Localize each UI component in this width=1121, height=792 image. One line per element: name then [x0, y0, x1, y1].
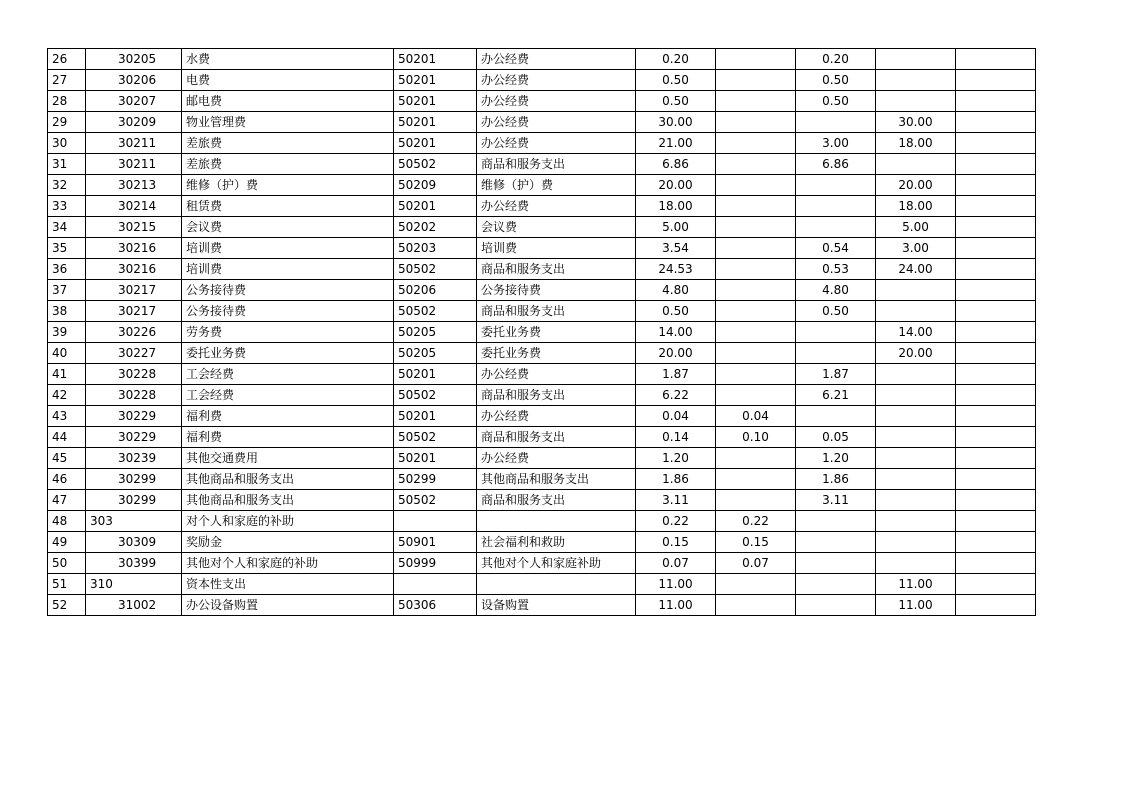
- gov-name-cell: 办公经费: [477, 196, 636, 217]
- table-row: [48, 469, 1036, 490]
- gov-name-cell: 其他商品和服务支出: [477, 469, 636, 490]
- total-cell: 4.80: [636, 280, 716, 301]
- personnel-cell: [716, 70, 796, 91]
- other-cell: [956, 49, 1036, 70]
- economic-code-cell: 303: [86, 511, 182, 532]
- other-cell: [956, 406, 1036, 427]
- economic-code-cell: 30229: [86, 427, 182, 448]
- table-row: [48, 259, 1036, 280]
- table-row: [48, 511, 1036, 532]
- gov-name-cell: 商品和服务支出: [477, 490, 636, 511]
- row-index-cell: 45: [48, 448, 86, 469]
- table-row: [48, 280, 1036, 301]
- row-index-cell: 27: [48, 70, 86, 91]
- public-funds-cell: [796, 217, 876, 238]
- other-cell: [956, 553, 1036, 574]
- other-cell: [956, 133, 1036, 154]
- public-funds-cell: [796, 532, 876, 553]
- public-funds-cell: 6.86: [796, 154, 876, 175]
- project-cell: [876, 532, 956, 553]
- economic-code-cell: 30228: [86, 364, 182, 385]
- public-funds-cell: 0.54: [796, 238, 876, 259]
- gov-code-cell: 50201: [394, 70, 477, 91]
- economic-code-cell: 30226: [86, 322, 182, 343]
- row-index-cell: 52: [48, 595, 86, 616]
- table-row: [48, 112, 1036, 133]
- row-index-cell: 40: [48, 343, 86, 364]
- economic-name-cell: 福利费: [182, 427, 394, 448]
- table-row: [48, 532, 1036, 553]
- total-cell: 11.00: [636, 595, 716, 616]
- economic-name-cell: 劳务费: [182, 322, 394, 343]
- table-row: [48, 343, 1036, 364]
- economic-code-cell: 30211: [86, 154, 182, 175]
- public-funds-cell: 6.21: [796, 385, 876, 406]
- row-index-cell: 31: [48, 154, 86, 175]
- project-cell: 18.00: [876, 196, 956, 217]
- gov-name-cell: 办公经费: [477, 133, 636, 154]
- table-body: [48, 49, 1036, 616]
- personnel-cell: [716, 217, 796, 238]
- personnel-cell: [716, 364, 796, 385]
- project-cell: 3.00: [876, 238, 956, 259]
- public-funds-cell: [796, 112, 876, 133]
- other-cell: [956, 385, 1036, 406]
- public-funds-cell: 1.87: [796, 364, 876, 385]
- economic-code-cell: 30239: [86, 448, 182, 469]
- personnel-cell: [716, 469, 796, 490]
- table-row: [48, 133, 1036, 154]
- other-cell: [956, 322, 1036, 343]
- personnel-cell: [716, 154, 796, 175]
- economic-name-cell: 邮电费: [182, 91, 394, 112]
- economic-code-cell: 30209: [86, 112, 182, 133]
- total-cell: 0.07: [636, 553, 716, 574]
- gov-code-cell: 50206: [394, 280, 477, 301]
- economic-code-cell: 30206: [86, 70, 182, 91]
- gov-name-cell: 办公经费: [477, 70, 636, 91]
- total-cell: 0.22: [636, 511, 716, 532]
- personnel-cell: 0.22: [716, 511, 796, 532]
- other-cell: [956, 112, 1036, 133]
- project-cell: [876, 448, 956, 469]
- public-funds-cell: 0.50: [796, 70, 876, 91]
- total-cell: 0.04: [636, 406, 716, 427]
- other-cell: [956, 154, 1036, 175]
- gov-name-cell: 会议费: [477, 217, 636, 238]
- economic-name-cell: 其他商品和服务支出: [182, 469, 394, 490]
- row-index-cell: 38: [48, 301, 86, 322]
- total-cell: 3.11: [636, 490, 716, 511]
- economic-name-cell: 资本性支出: [182, 574, 394, 595]
- gov-code-cell: 50999: [394, 553, 477, 574]
- row-index-cell: 35: [48, 238, 86, 259]
- total-cell: 0.50: [636, 70, 716, 91]
- economic-name-cell: 工会经费: [182, 364, 394, 385]
- public-funds-cell: 0.50: [796, 91, 876, 112]
- row-index-cell: 28: [48, 91, 86, 112]
- total-cell: 0.15: [636, 532, 716, 553]
- gov-name-cell: 委托业务费: [477, 322, 636, 343]
- personnel-cell: [716, 133, 796, 154]
- gov-code-cell: 50205: [394, 322, 477, 343]
- other-cell: [956, 427, 1036, 448]
- gov-code-cell: 50502: [394, 154, 477, 175]
- gov-code-cell: 50201: [394, 91, 477, 112]
- project-cell: [876, 385, 956, 406]
- table-row: [48, 595, 1036, 616]
- personnel-cell: [716, 238, 796, 259]
- project-cell: 18.00: [876, 133, 956, 154]
- gov-code-cell: 50201: [394, 112, 477, 133]
- gov-code-cell: 50901: [394, 532, 477, 553]
- project-cell: 20.00: [876, 343, 956, 364]
- project-cell: 11.00: [876, 574, 956, 595]
- table-row: [48, 490, 1036, 511]
- economic-name-cell: 物业管理费: [182, 112, 394, 133]
- total-cell: 1.20: [636, 448, 716, 469]
- total-cell: 21.00: [636, 133, 716, 154]
- public-funds-cell: [796, 595, 876, 616]
- personnel-cell: [716, 322, 796, 343]
- economic-name-cell: 租赁费: [182, 196, 394, 217]
- personnel-cell: [716, 112, 796, 133]
- table-row: [48, 175, 1036, 196]
- total-cell: 30.00: [636, 112, 716, 133]
- economic-code-cell: 30211: [86, 133, 182, 154]
- other-cell: [956, 91, 1036, 112]
- gov-code-cell: 50201: [394, 49, 477, 70]
- project-cell: [876, 301, 956, 322]
- row-index-cell: 49: [48, 532, 86, 553]
- personnel-cell: 0.04: [716, 406, 796, 427]
- economic-name-cell: 培训费: [182, 238, 394, 259]
- row-index-cell: 37: [48, 280, 86, 301]
- other-cell: [956, 574, 1036, 595]
- economic-name-cell: 委托业务费: [182, 343, 394, 364]
- personnel-cell: [716, 196, 796, 217]
- budget-table: [47, 48, 1036, 616]
- table-row: [48, 196, 1036, 217]
- economic-name-cell: 公务接待费: [182, 301, 394, 322]
- total-cell: 14.00: [636, 322, 716, 343]
- other-cell: [956, 343, 1036, 364]
- gov-name-cell: 设备购置: [477, 595, 636, 616]
- gov-code-cell: [394, 511, 477, 532]
- economic-name-cell: 水费: [182, 49, 394, 70]
- other-cell: [956, 238, 1036, 259]
- gov-name-cell: 商品和服务支出: [477, 301, 636, 322]
- economic-name-cell: 奖励金: [182, 532, 394, 553]
- project-cell: [876, 511, 956, 532]
- project-cell: 11.00: [876, 595, 956, 616]
- project-cell: 20.00: [876, 175, 956, 196]
- economic-code-cell: 310: [86, 574, 182, 595]
- table-row: [48, 385, 1036, 406]
- economic-code-cell: 30215: [86, 217, 182, 238]
- economic-name-cell: 公务接待费: [182, 280, 394, 301]
- gov-code-cell: 50201: [394, 364, 477, 385]
- personnel-cell: [716, 490, 796, 511]
- row-index-cell: 47: [48, 490, 86, 511]
- personnel-cell: [716, 49, 796, 70]
- row-index-cell: 41: [48, 364, 86, 385]
- economic-code-cell: 30399: [86, 553, 182, 574]
- table-row: [48, 301, 1036, 322]
- row-index-cell: 29: [48, 112, 86, 133]
- project-cell: 14.00: [876, 322, 956, 343]
- total-cell: 6.22: [636, 385, 716, 406]
- personnel-cell: [716, 259, 796, 280]
- other-cell: [956, 196, 1036, 217]
- table-row: [48, 70, 1036, 91]
- table-row: [48, 91, 1036, 112]
- other-cell: [956, 280, 1036, 301]
- total-cell: 6.86: [636, 154, 716, 175]
- personnel-cell: [716, 595, 796, 616]
- economic-name-cell: 电费: [182, 70, 394, 91]
- public-funds-cell: 1.86: [796, 469, 876, 490]
- gov-name-cell: [477, 511, 636, 532]
- row-index-cell: 42: [48, 385, 86, 406]
- personnel-cell: [716, 343, 796, 364]
- gov-name-cell: 其他对个人和家庭补助: [477, 553, 636, 574]
- project-cell: [876, 154, 956, 175]
- table-row: [48, 154, 1036, 175]
- row-index-cell: 30: [48, 133, 86, 154]
- gov-code-cell: [394, 574, 477, 595]
- public-funds-cell: 3.00: [796, 133, 876, 154]
- row-index-cell: 43: [48, 406, 86, 427]
- gov-code-cell: 50201: [394, 133, 477, 154]
- economic-name-cell: 其他对个人和家庭的补助: [182, 553, 394, 574]
- public-funds-cell: 0.53: [796, 259, 876, 280]
- economic-code-cell: 30205: [86, 49, 182, 70]
- total-cell: 20.00: [636, 175, 716, 196]
- personnel-cell: [716, 175, 796, 196]
- other-cell: [956, 469, 1036, 490]
- project-cell: [876, 364, 956, 385]
- total-cell: 3.54: [636, 238, 716, 259]
- gov-code-cell: 50502: [394, 301, 477, 322]
- economic-code-cell: 30216: [86, 259, 182, 280]
- public-funds-cell: [796, 406, 876, 427]
- economic-name-cell: 福利费: [182, 406, 394, 427]
- table-row: [48, 322, 1036, 343]
- personnel-cell: 0.15: [716, 532, 796, 553]
- row-index-cell: 26: [48, 49, 86, 70]
- other-cell: [956, 364, 1036, 385]
- project-cell: [876, 406, 956, 427]
- row-index-cell: 46: [48, 469, 86, 490]
- gov-name-cell: 维修（护）费: [477, 175, 636, 196]
- public-funds-cell: [796, 553, 876, 574]
- economic-name-cell: 维修（护）费: [182, 175, 394, 196]
- table-row: [48, 553, 1036, 574]
- table-row: [48, 448, 1036, 469]
- total-cell: 1.86: [636, 469, 716, 490]
- personnel-cell: [716, 574, 796, 595]
- economic-code-cell: 30207: [86, 91, 182, 112]
- total-cell: 11.00: [636, 574, 716, 595]
- row-index-cell: 33: [48, 196, 86, 217]
- project-cell: [876, 49, 956, 70]
- economic-code-cell: 30228: [86, 385, 182, 406]
- project-cell: [876, 70, 956, 91]
- economic-name-cell: 差旅费: [182, 133, 394, 154]
- other-cell: [956, 595, 1036, 616]
- public-funds-cell: [796, 343, 876, 364]
- public-funds-cell: 4.80: [796, 280, 876, 301]
- public-funds-cell: [796, 175, 876, 196]
- economic-code-cell: 30216: [86, 238, 182, 259]
- other-cell: [956, 511, 1036, 532]
- gov-code-cell: 50202: [394, 217, 477, 238]
- other-cell: [956, 301, 1036, 322]
- other-cell: [956, 259, 1036, 280]
- gov-name-cell: 社会福利和救助: [477, 532, 636, 553]
- row-index-cell: 51: [48, 574, 86, 595]
- economic-name-cell: 对个人和家庭的补助: [182, 511, 394, 532]
- public-funds-cell: 3.11: [796, 490, 876, 511]
- economic-code-cell: 30217: [86, 301, 182, 322]
- project-cell: 5.00: [876, 217, 956, 238]
- total-cell: 0.14: [636, 427, 716, 448]
- other-cell: [956, 490, 1036, 511]
- gov-code-cell: 50502: [394, 427, 477, 448]
- table-row: [48, 406, 1036, 427]
- gov-name-cell: 商品和服务支出: [477, 154, 636, 175]
- project-cell: 30.00: [876, 112, 956, 133]
- economic-name-cell: 会议费: [182, 217, 394, 238]
- public-funds-cell: [796, 322, 876, 343]
- row-index-cell: 48: [48, 511, 86, 532]
- personnel-cell: [716, 448, 796, 469]
- total-cell: 5.00: [636, 217, 716, 238]
- personnel-cell: 0.10: [716, 427, 796, 448]
- economic-name-cell: 办公设备购置: [182, 595, 394, 616]
- total-cell: 20.00: [636, 343, 716, 364]
- economic-name-cell: 差旅费: [182, 154, 394, 175]
- project-cell: [876, 490, 956, 511]
- project-cell: [876, 553, 956, 574]
- project-cell: [876, 427, 956, 448]
- economic-name-cell: 其他商品和服务支出: [182, 490, 394, 511]
- row-index-cell: 39: [48, 322, 86, 343]
- total-cell: 1.87: [636, 364, 716, 385]
- economic-code-cell: 31002: [86, 595, 182, 616]
- gov-name-cell: 商品和服务支出: [477, 427, 636, 448]
- economic-name-cell: 培训费: [182, 259, 394, 280]
- economic-code-cell: 30299: [86, 490, 182, 511]
- table-row: [48, 49, 1036, 70]
- project-cell: [876, 280, 956, 301]
- public-funds-cell: [796, 196, 876, 217]
- gov-code-cell: 50201: [394, 406, 477, 427]
- gov-name-cell: 办公经费: [477, 112, 636, 133]
- personnel-cell: [716, 91, 796, 112]
- gov-name-cell: 委托业务费: [477, 343, 636, 364]
- economic-code-cell: 30299: [86, 469, 182, 490]
- public-funds-cell: 0.20: [796, 49, 876, 70]
- public-funds-cell: 0.05: [796, 427, 876, 448]
- public-funds-cell: 1.20: [796, 448, 876, 469]
- total-cell: 18.00: [636, 196, 716, 217]
- gov-name-cell: 培训费: [477, 238, 636, 259]
- project-cell: [876, 469, 956, 490]
- other-cell: [956, 70, 1036, 91]
- project-cell: [876, 91, 956, 112]
- economic-name-cell: 其他交通费用: [182, 448, 394, 469]
- gov-name-cell: 商品和服务支出: [477, 259, 636, 280]
- economic-code-cell: 30214: [86, 196, 182, 217]
- gov-code-cell: 50209: [394, 175, 477, 196]
- economic-code-cell: 30217: [86, 280, 182, 301]
- economic-code-cell: 30229: [86, 406, 182, 427]
- gov-name-cell: 商品和服务支出: [477, 385, 636, 406]
- public-funds-cell: [796, 511, 876, 532]
- economic-name-cell: 工会经费: [182, 385, 394, 406]
- project-cell: 24.00: [876, 259, 956, 280]
- table-row: [48, 364, 1036, 385]
- gov-name-cell: 办公经费: [477, 364, 636, 385]
- total-cell: 0.50: [636, 301, 716, 322]
- total-cell: 0.20: [636, 49, 716, 70]
- gov-name-cell: 办公经费: [477, 448, 636, 469]
- gov-code-cell: 50203: [394, 238, 477, 259]
- personnel-cell: [716, 280, 796, 301]
- personnel-cell: 0.07: [716, 553, 796, 574]
- gov-code-cell: 50306: [394, 595, 477, 616]
- economic-code-cell: 30227: [86, 343, 182, 364]
- gov-code-cell: 50502: [394, 490, 477, 511]
- gov-name-cell: 办公经费: [477, 91, 636, 112]
- total-cell: 24.53: [636, 259, 716, 280]
- gov-code-cell: 50502: [394, 259, 477, 280]
- table-row: [48, 238, 1036, 259]
- economic-code-cell: 30309: [86, 532, 182, 553]
- table-row: [48, 574, 1036, 595]
- gov-code-cell: 50299: [394, 469, 477, 490]
- other-cell: [956, 448, 1036, 469]
- total-cell: 0.50: [636, 91, 716, 112]
- table-row: [48, 427, 1036, 448]
- gov-code-cell: 50502: [394, 385, 477, 406]
- public-funds-cell: 0.50: [796, 301, 876, 322]
- gov-name-cell: [477, 574, 636, 595]
- row-index-cell: 50: [48, 553, 86, 574]
- gov-code-cell: 50201: [394, 196, 477, 217]
- personnel-cell: [716, 385, 796, 406]
- other-cell: [956, 175, 1036, 196]
- row-index-cell: 36: [48, 259, 86, 280]
- personnel-cell: [716, 301, 796, 322]
- public-funds-cell: [796, 574, 876, 595]
- gov-code-cell: 50201: [394, 448, 477, 469]
- table-row: [48, 217, 1036, 238]
- economic-code-cell: 30213: [86, 175, 182, 196]
- other-cell: [956, 217, 1036, 238]
- gov-code-cell: 50205: [394, 343, 477, 364]
- other-cell: [956, 532, 1036, 553]
- row-index-cell: 32: [48, 175, 86, 196]
- gov-name-cell: 公务接待费: [477, 280, 636, 301]
- gov-name-cell: 办公经费: [477, 406, 636, 427]
- row-index-cell: 44: [48, 427, 86, 448]
- row-index-cell: 34: [48, 217, 86, 238]
- gov-name-cell: 办公经费: [477, 49, 636, 70]
